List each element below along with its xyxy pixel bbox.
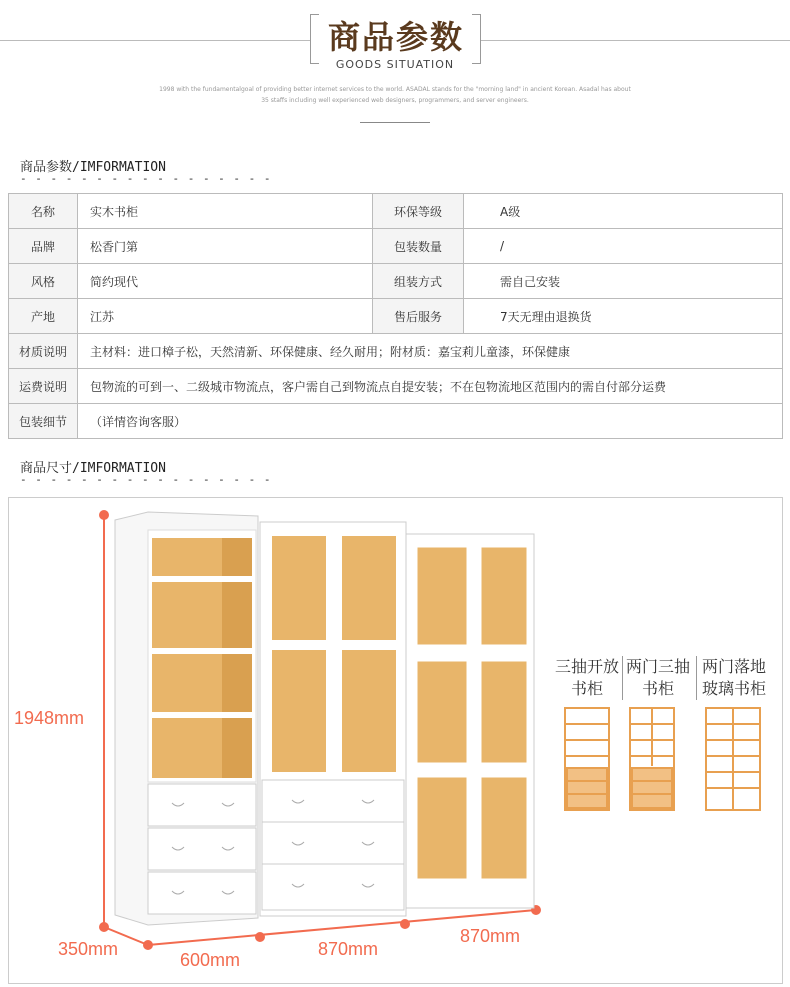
size-section-title: 商品尺寸/IMFORMATION [20, 461, 166, 476]
page-title: 商品参数 [328, 18, 465, 56]
param-value: 7天无理由退换货 [464, 299, 783, 334]
legend-icon-two-door-glass [706, 708, 760, 810]
dim-depth-label: 350mm [58, 939, 119, 959]
params-section-dashes: - - - - - - - - - - - - - - - - - [20, 172, 272, 185]
legend-label-1-line2: 书柜 [570, 679, 603, 698]
param-value: （详情咨询客服） [78, 404, 783, 439]
param-label: 售后服务 [373, 299, 464, 334]
size-section-dashes: - - - - - - - - - - - - - - - - - [20, 473, 272, 486]
legend-label-2-line1: 两门三抽 [625, 657, 690, 676]
param-value: 主材料：进口樟子松，天然清新、环保健康、经久耐用；附材质：嘉宝莉儿童漆，环保健康 [78, 334, 783, 369]
legend-icon-open-three-drawer [565, 708, 609, 810]
params-section-title: 商品参数/IMFORMATION [20, 160, 166, 175]
param-value: 实木书柜 [78, 194, 373, 229]
param-label: 材质说明 [9, 334, 78, 369]
page-subtitle: GOODS SITUATION [335, 58, 455, 71]
param-value: / [464, 229, 783, 264]
legend-label-open-three-drawer [552, 656, 622, 700]
param-label: 品牌 [9, 229, 78, 264]
legend-icon-two-door-three-drawer [630, 708, 674, 810]
dim-width3-label: 870mm [460, 926, 521, 946]
param-label: 环保等级 [373, 194, 464, 229]
param-label: 包装数量 [373, 229, 464, 264]
header-description-line2: 35 staffs including well experienced web designers, programmers, and server engineers. [261, 97, 529, 104]
param-value: 松香门第 [78, 229, 373, 264]
dim-height-label: 1948mm [14, 708, 85, 728]
legend-label-two-door-three-drawer [622, 656, 693, 700]
param-label: 包装细节 [9, 404, 78, 439]
cabinet-two-door-glass [406, 534, 534, 908]
dim-width1-label: 600mm [180, 950, 241, 970]
dim-width2-label: 870mm [318, 939, 379, 959]
header-description-line1: 1998 with the fundamentalgoal of providing better internet services to the world. ASADAL stands for the "morning land" in ancient Korean. Asadal has about [159, 86, 631, 93]
cabinet-open-three-drawer [115, 512, 258, 925]
param-label: 产地 [9, 299, 78, 334]
param-label: 名称 [9, 194, 78, 229]
param-value: A级 [464, 194, 783, 229]
param-label: 风格 [9, 264, 78, 299]
param-label: 组装方式 [373, 264, 464, 299]
param-value: 简约现代 [78, 264, 373, 299]
param-value: 需自己安装 [464, 264, 783, 299]
param-value: 包物流的可到一、二级城市物流点，客户需自己到物流点自提安装；不在包物流地区范围内的需自付部分运费 [78, 369, 783, 404]
legend-label-3-line2: 玻璃书柜 [701, 679, 766, 698]
param-value: 江苏 [78, 299, 373, 334]
legend-label-1-line1: 三抽开放 [554, 657, 619, 676]
legend-label-3-line1: 两门落地 [701, 657, 766, 676]
legend-label-two-door-glass [696, 656, 771, 700]
legend-label-2-line2: 书柜 [641, 679, 674, 698]
param-label: 运费说明 [9, 369, 78, 404]
cabinet-two-door-three-drawer [260, 522, 406, 916]
